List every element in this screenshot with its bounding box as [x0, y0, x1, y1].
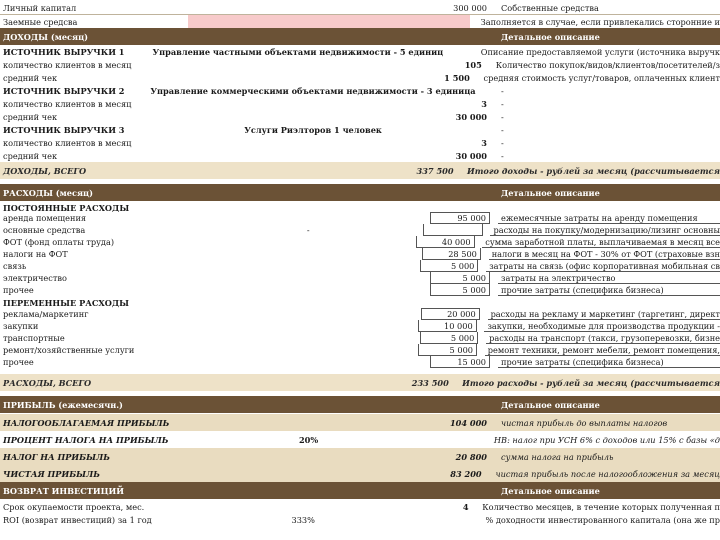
cell-label[interactable]: количество клиентов в месяц — [3, 137, 132, 148]
cell-value[interactable]: 5 000 — [430, 272, 490, 284]
cell-value[interactable]: 20 000 — [421, 308, 480, 320]
cell-text[interactable] — [196, 149, 430, 162]
cell-text[interactable] — [194, 465, 425, 482]
cell-desc[interactable]: Описание предоставляемой услуги (источника выручк — [480, 46, 720, 57]
cell-text[interactable] — [196, 414, 430, 431]
cell-label[interactable]: Срок окупаемости проекта, мес. — [3, 501, 145, 512]
cell-value[interactable]: 10 000 — [418, 320, 476, 332]
cell-label[interactable]: средний чек — [3, 150, 58, 161]
cell-gap — [490, 136, 498, 149]
profit-row[interactable] — [0, 465, 720, 482]
cell-desc[interactable]: закупки, необходимые для производства продукции - — [484, 320, 720, 332]
cell-value[interactable]: 30 000 — [455, 150, 487, 161]
section-title: ВОЗВРАТ ИНВЕСТИЦИЙ — [3, 485, 125, 496]
spacer — [181, 374, 397, 391]
cell-text[interactable] — [192, 248, 422, 260]
cell-desc[interactable]: чистая прибыль до выплаты налогов — [501, 417, 668, 428]
cell-text[interactable] — [192, 308, 421, 320]
cell-label[interactable]: транспортные — [3, 333, 65, 343]
cell-desc[interactable]: расходы на покупку/модернизацию/лизинг основны — [490, 224, 720, 236]
cell-gap — [490, 272, 498, 284]
expense-row[interactable] — [0, 332, 720, 344]
cell-value[interactable]: 20 800 — [455, 451, 487, 462]
cell-value[interactable]: 300 000 — [453, 3, 487, 13]
cell-desc[interactable]: затраты на электричество — [498, 272, 720, 284]
cell-desc[interactable]: - — [501, 85, 504, 96]
profit-row[interactable] — [0, 414, 720, 431]
cell-desc[interactable]: расходы на рекламу и маркетинг (таргетинг, директ — [488, 308, 720, 320]
cell-gap — [490, 110, 498, 123]
total-desc[interactable]: Итого расходы - рублей за месяц (рассчитывается — [462, 377, 720, 388]
total-label: ДОХОДЫ, ВСЕГО — [3, 165, 87, 176]
expenses-total-row[interactable] — [0, 374, 720, 391]
cell-gap — [490, 284, 498, 296]
cell-text[interactable] — [191, 260, 419, 272]
income-row[interactable] — [0, 97, 720, 110]
cell-desc[interactable]: чистая прибыль после налогообложения за месяц — [495, 468, 720, 479]
roi-row[interactable] — [0, 513, 720, 526]
subsection-title: ПОСТОЯННЫЕ РАСХОДЫ — [3, 202, 130, 213]
cell-desc[interactable]: сумма налога на прибыль — [501, 451, 614, 462]
income-row[interactable] — [0, 45, 720, 58]
cell-gap — [490, 212, 498, 224]
total-label: РАСХОДЫ, ВСЕГО — [3, 377, 92, 388]
spacer — [490, 28, 498, 45]
expense-row[interactable] — [0, 320, 720, 332]
cell-desc[interactable]: налоги в месяц на ФОТ - 30% от ФОТ (страховые взн — [489, 248, 720, 260]
cell-value[interactable]: 1 500 — [444, 72, 470, 83]
cell-text[interactable] — [196, 2, 430, 14]
total-desc[interactable]: Итого доходы - рублей за месяц (рассчитывается — [467, 165, 720, 176]
spacer — [457, 162, 464, 179]
spacer — [452, 374, 459, 391]
cell-label[interactable]: ИСТОЧНИК ВЫРУЧКИ 1 — [3, 46, 125, 57]
cell-gap — [478, 332, 486, 344]
cell-label[interactable]: ремонт/хозяйственные услуги — [3, 345, 135, 355]
cell-label[interactable]: связь — [3, 261, 27, 271]
cell-text[interactable] — [189, 71, 415, 84]
cell-text[interactable]: 20% — [298, 434, 319, 445]
spacer — [430, 482, 490, 499]
cell-desc[interactable]: сумма заработной платы, выплачиваемая в месяц все — [482, 236, 720, 248]
spacer — [430, 396, 490, 413]
cell-desc[interactable]: Собственные средства — [501, 3, 599, 13]
cell-label[interactable]: ROI (возврат инвестиций) за 1 год — [3, 514, 152, 525]
spacer — [490, 396, 498, 413]
cell-desc[interactable]: Количество покупок/видов/клиентов/посетителей/з — [495, 59, 720, 70]
cell-value[interactable] — [430, 123, 490, 136]
cell-gap — [490, 84, 498, 97]
cell-text[interactable] — [196, 110, 430, 123]
cell-gap — [490, 356, 498, 368]
cell-desc[interactable]: средняя стоимость услуг/товаров, оплаченных клиент — [483, 72, 720, 83]
expense-row[interactable] — [0, 308, 720, 320]
expense-row[interactable] — [0, 224, 720, 236]
cell-gap — [472, 500, 480, 513]
cell-desc[interactable]: % доходности инвестированного капитала (она же пр — [485, 514, 720, 525]
cell-text[interactable] — [196, 272, 430, 284]
cell-label[interactable]: ИСТОЧНИК ВЫРУЧКИ 3 — [3, 124, 125, 135]
cell-label[interactable]: прочее — [3, 285, 34, 295]
cell-text[interactable] — [188, 15, 412, 28]
cell-text[interactable] — [196, 97, 430, 110]
income-row[interactable] — [0, 58, 720, 71]
spacer — [430, 28, 490, 45]
cell-label[interactable]: средний чек — [3, 111, 58, 122]
section-desc-title: Детальное описание — [501, 399, 600, 410]
cell-label[interactable]: реклама/маркетинг — [3, 309, 89, 319]
cell-text[interactable] — [189, 500, 414, 513]
cell-gap — [478, 260, 486, 272]
cell-label[interactable]: электричество — [3, 273, 67, 283]
cell-desc[interactable]: прочие затраты (специфика бизнеса) — [498, 284, 720, 296]
cell-label[interactable]: ИСТОЧНИК ВЫРУЧКИ 2 — [3, 85, 125, 96]
cell-desc[interactable]: - — [501, 111, 504, 122]
cell-desc[interactable]: - — [501, 150, 504, 161]
cell-desc[interactable]: ремонт техники, ремонт мебели, ремонт помещения, — [485, 344, 720, 356]
spacer — [196, 28, 430, 45]
cell-value[interactable]: 5 000 — [420, 260, 479, 272]
spacer — [430, 184, 490, 201]
variable-expenses-title — [0, 297, 720, 308]
section-desc-title: Детальное описание — [501, 187, 600, 198]
cell-gap — [470, 15, 478, 28]
cell-value[interactable]: 4 — [462, 501, 469, 512]
cell-label[interactable]: закупки — [3, 321, 39, 331]
roi-header — [0, 482, 720, 499]
cell-text[interactable]: - — [306, 225, 310, 235]
cell-text[interactable] — [196, 284, 430, 296]
income-row[interactable] — [0, 71, 720, 84]
cell-text[interactable] — [196, 136, 430, 149]
spacer — [490, 184, 498, 201]
cell-value[interactable]: 105 — [464, 59, 482, 70]
cell-text[interactable] — [191, 320, 419, 332]
cell-value[interactable]: 95 000 — [430, 212, 490, 224]
cell-gap — [490, 448, 498, 465]
cell-value[interactable] — [424, 431, 483, 448]
cell-label[interactable]: прочее — [3, 357, 34, 367]
expense-row[interactable] — [0, 344, 720, 356]
expense-row[interactable] — [0, 248, 720, 260]
income-row[interactable] — [0, 110, 720, 123]
cell-value[interactable]: 28 500 — [422, 248, 481, 260]
cell-text[interactable]: Услуги Риэлторов 1 человек — [244, 124, 382, 135]
income-row[interactable] — [0, 84, 720, 97]
cell-text[interactable] — [194, 58, 426, 71]
profit-row[interactable] — [0, 431, 720, 448]
cell-gap — [483, 431, 491, 448]
cell-gap — [481, 248, 489, 260]
cell-value[interactable]: 3 — [481, 98, 487, 109]
total-value[interactable]: 233 500 — [411, 377, 449, 388]
cell-label[interactable]: ЧИСТАЯ ПРИБЫЛЬ — [3, 468, 101, 479]
cell-text[interactable]: Управление частными объектами недвижимости - 5 единиц — [152, 46, 444, 57]
cell-label[interactable]: средний чек — [3, 72, 58, 83]
cell-text[interactable] — [196, 448, 430, 465]
profit-row[interactable] — [0, 448, 720, 465]
income-row[interactable] — [0, 123, 720, 136]
cell-value[interactable]: 83 200 — [450, 468, 482, 479]
cell-gap — [477, 344, 485, 356]
cell-desc[interactable]: - — [501, 137, 504, 148]
cell-value[interactable]: 5 000 — [430, 284, 490, 296]
cell-label[interactable]: аренда помещения — [3, 213, 87, 223]
cell-value[interactable] — [430, 84, 490, 97]
spacer — [196, 184, 430, 201]
expense-row[interactable] — [0, 272, 720, 284]
total-value[interactable]: 337 500 — [416, 165, 454, 176]
cell-value[interactable] — [415, 45, 471, 58]
cell-desc[interactable]: Количество месяцев, в течение которых полученная п — [482, 501, 720, 512]
expense-row[interactable] — [0, 284, 720, 296]
cell-text[interactable] — [196, 356, 430, 368]
cell-label[interactable]: количество клиентов в месяц — [3, 59, 132, 70]
section-title: ПРИБЫЛЬ (ежемесячн.) — [3, 399, 123, 410]
cell-label[interactable]: ФОТ (фонд оплаты труда) — [3, 237, 115, 247]
cell-gap — [485, 58, 493, 71]
cell-label[interactable]: НАЛОГ НА ПРИБЫЛЬ — [3, 451, 110, 462]
cell-desc[interactable]: - — [501, 124, 504, 135]
cell-text[interactable]: Управление коммерческими объектами недвижимости - 3 единица — [150, 85, 476, 96]
cell-desc[interactable]: Заполняется в случае, если привлекались сторонние и — [480, 16, 720, 27]
cell-gap — [483, 224, 491, 236]
cell-value[interactable] — [412, 15, 470, 28]
spacer — [196, 396, 430, 413]
row-own-capital[interactable] — [0, 2, 720, 15]
spacer — [196, 482, 430, 499]
cell-label[interactable]: Заемные средсва — [3, 16, 78, 27]
cell-text[interactable]: 333% — [291, 514, 315, 525]
cell-gap — [490, 97, 498, 110]
cell-value[interactable]: 5 000 — [418, 344, 477, 356]
cell-text[interactable] — [196, 212, 430, 224]
cell-gap — [477, 320, 485, 332]
cell-gap — [480, 308, 488, 320]
cell-desc[interactable]: НВ: налог при УСН 6% с доходов или 15% с базы «д — [493, 434, 720, 445]
cell-desc[interactable]: расходы на транспорт (такси, грузоперевозки, бизне — [486, 332, 720, 344]
cell-value[interactable] — [423, 224, 482, 236]
expense-row[interactable] — [0, 356, 720, 368]
cell-gap — [470, 45, 477, 58]
cell-text[interactable] — [191, 332, 419, 344]
profit-header — [0, 396, 720, 413]
cell-label[interactable]: НАЛОГООБЛАГАЕМАЯ ПРИБЫЛЬ — [3, 417, 170, 428]
section-title: РАСХОДЫ (месяц) — [3, 187, 93, 198]
section-desc-title: Детальное описание — [501, 485, 600, 496]
section-title: ДОХОДЫ (месяц) — [3, 31, 89, 42]
cell-desc[interactable]: прочие затраты (специфика бизнеса) — [498, 356, 720, 368]
cell-desc[interactable]: ежемесячные затраты на аренду помещения — [498, 212, 720, 224]
cell-value[interactable]: 40 000 — [416, 236, 474, 248]
cell-value[interactable]: 3 — [481, 137, 487, 148]
cell-gap — [490, 149, 498, 162]
cell-gap — [473, 71, 481, 84]
cell-label[interactable]: количество клиентов в месяц — [3, 98, 132, 109]
expense-row[interactable] — [0, 236, 720, 248]
cell-label[interactable]: Личный капитал — [3, 3, 77, 13]
cell-label[interactable]: налоги на ФОТ — [3, 249, 68, 259]
expense-row[interactable] — [0, 212, 720, 224]
spacer — [183, 162, 401, 179]
cell-gap — [485, 465, 493, 482]
cell-gap — [475, 236, 483, 248]
cell-label[interactable]: основные средства — [3, 225, 86, 235]
expense-row[interactable] — [0, 260, 720, 272]
row-borrowed[interactable] — [0, 15, 720, 28]
cell-gap — [490, 414, 498, 431]
income-row[interactable] — [0, 136, 720, 149]
cell-gap — [475, 513, 483, 526]
expenses-header — [0, 184, 720, 201]
income-total-row[interactable] — [0, 162, 720, 179]
cell-gap — [490, 123, 498, 136]
income-header — [0, 28, 720, 45]
cell-gap — [490, 2, 498, 14]
cell-text[interactable] — [190, 236, 417, 248]
income-row[interactable] — [0, 149, 720, 162]
subsection-title: ПЕРЕМЕННЫЕ РАСХОДЫ — [3, 297, 130, 308]
roi-row[interactable] — [0, 500, 720, 513]
cell-desc[interactable]: - — [501, 98, 504, 109]
cell-value[interactable]: 15 000 — [430, 356, 490, 368]
cell-value[interactable] — [417, 513, 475, 526]
cell-desc[interactable]: затраты на связь (офис корпоративная мобильная св — [486, 260, 720, 272]
section-desc-title: Детальное описание — [501, 31, 600, 42]
cell-value[interactable]: 5 000 — [420, 332, 479, 344]
cell-text[interactable] — [191, 344, 419, 356]
cell-value[interactable]: 104 000 — [449, 417, 487, 428]
cell-value[interactable]: 30 000 — [455, 111, 487, 122]
cell-label[interactable]: ПРОЦЕНТ НАЛОГА НА ПРИБЫЛЬ — [3, 434, 169, 445]
spacer — [490, 482, 498, 499]
